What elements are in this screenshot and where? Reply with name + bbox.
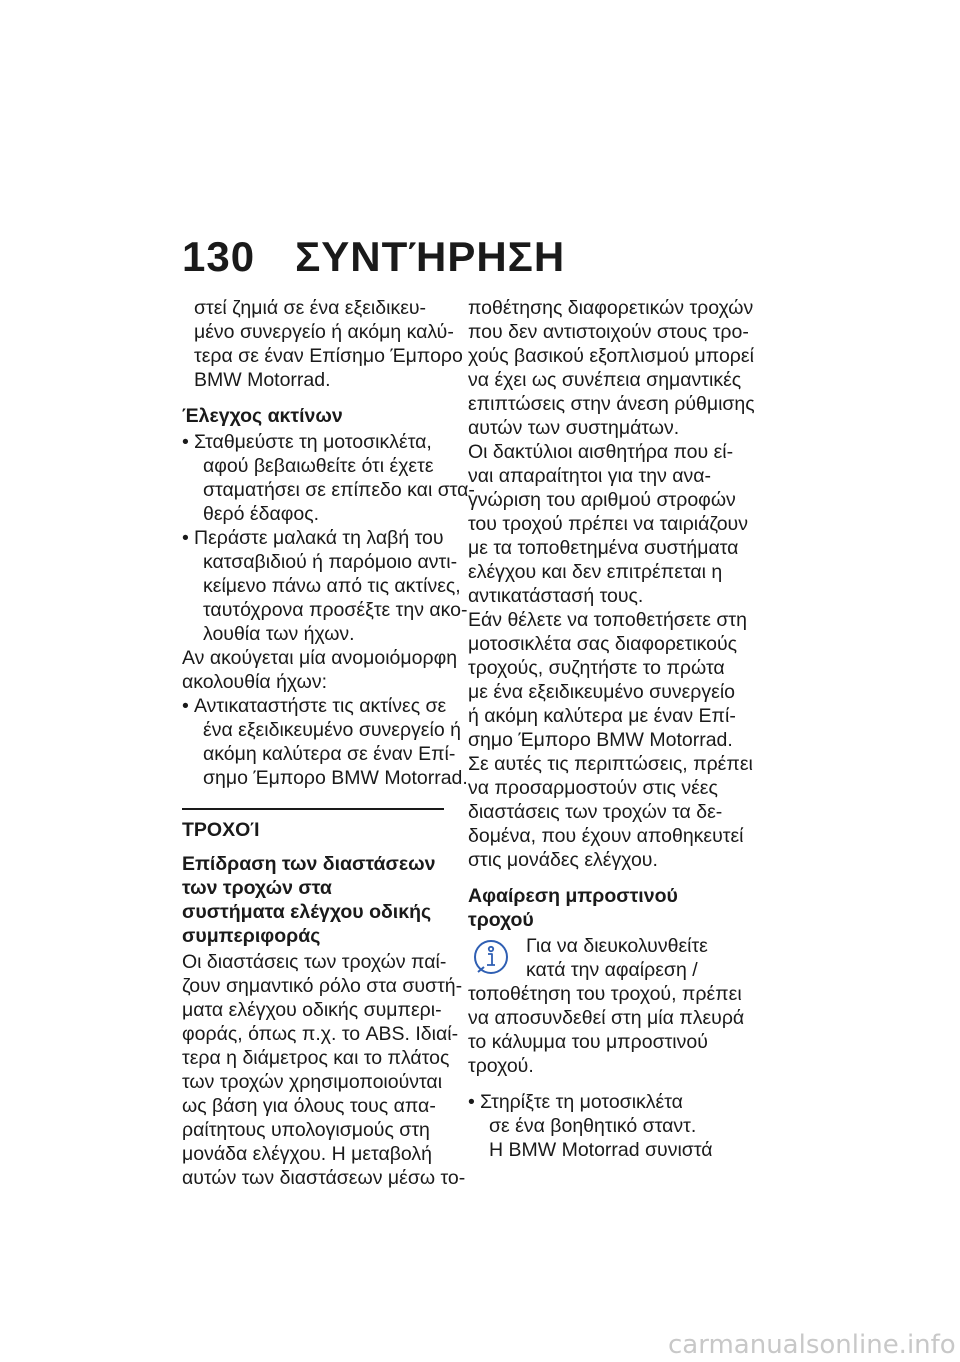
bullet-icon: •: [182, 695, 189, 717]
remove-wheel-heading: [468, 884, 740, 932]
text-line: αντικατάστασή τους.: [468, 585, 644, 607]
text-line: Σταθμεύστε τη μοτοσικλέτα,: [194, 431, 432, 453]
heading-line: Αφαίρεση μπροστινού: [468, 885, 678, 907]
text-line: αυτών των διαστάσεων μέσω το-: [182, 1167, 466, 1189]
text-line: Στηρίξτε τη μοτοσικλέτα: [480, 1091, 683, 1113]
text-line: τροχού.: [468, 1055, 534, 1077]
text-line: ελέγχου και δεν επιτρέπεται η: [468, 561, 723, 583]
bullet-item: [182, 526, 468, 646]
text-line: τερα η διάμετρος και το πλάτος: [182, 1047, 450, 1069]
text-line: τροχούς, συζητήστε το πρώτα: [468, 657, 725, 679]
text-line: επιπτώσεις στην άνεση ρύθμισης: [468, 393, 755, 415]
text-line: Αντικαταστήστε τις ακτίνες σε: [194, 695, 447, 717]
text-line: τοποθέτηση του τροχού, πρέπει: [468, 983, 742, 1005]
text-line: σταματήσει σε επίπεδο και στα-: [203, 479, 475, 501]
text-line: ματα ελέγχου οδικής συμπερι-: [182, 999, 442, 1021]
text-line: με ένα εξειδικευμένο συνεργείο: [468, 681, 736, 703]
text-line: ταυτόχρονα προσέξτε την ακο-: [203, 599, 468, 621]
text-line: Οι διαστάσεις των τροχών παί-: [182, 951, 447, 973]
text-line: τερα σε έναν Επίσημο Έμπορο: [194, 345, 463, 367]
text-line: ζουν σημαντικό ρόλο στα συστή-: [182, 975, 463, 997]
watermark: carmanualsonline.info: [668, 1330, 956, 1360]
text-line: να αποσυνδεθεί στη μία πλευρά: [468, 1007, 745, 1029]
text-line: ακόμη καλύτερα σε έναν Επί-: [203, 743, 456, 765]
text-line: μένο συνεργείο ή ακόμη καλύ-: [194, 321, 454, 343]
heading-line: των τροχών στα: [182, 877, 332, 899]
text-line: γνώριση του αριθμού στροφών: [468, 489, 736, 511]
bullet-icon: •: [182, 527, 189, 549]
intro-paragraph: [182, 296, 463, 392]
text-line: στεί ζημιά σε ένα εξειδικευ-: [194, 297, 427, 319]
text-line: θερό έδαφος.: [203, 503, 320, 525]
text-line: σε ένα βοηθητικό σταντ.: [489, 1115, 697, 1137]
text-line: χούς βασικού εξοπλισμού μπορεί: [468, 345, 754, 367]
text-line: Για να διευκολυνθείτε: [526, 935, 708, 957]
heading-line: συμπεριφοράς: [182, 925, 321, 947]
text-line: που δεν αντιστοιχούν στους τρο-: [468, 321, 749, 343]
section-title: ΤΡΟΧΟΊ: [182, 819, 260, 841]
page-header: [182, 233, 566, 280]
heading-line: τροχού: [468, 909, 534, 931]
text-line: σημο Έμπορο BMW Motorrad.: [468, 729, 733, 751]
text-line: ακολουθία ήχων:: [182, 671, 328, 693]
text-line: κατσαβιδιού ή παρόμοιο αντι-: [203, 551, 458, 573]
paragraph: [182, 646, 458, 694]
text-line: με τα τοποθετημένα συστήματα: [468, 537, 739, 559]
text-line: ραίτητους υπολογισμούς στη: [182, 1119, 430, 1141]
paragraph: [468, 608, 747, 752]
text-line: του τροχού πρέπει να ταιριάζουν: [468, 513, 748, 535]
bullet-item: [468, 1090, 740, 1162]
bullet-item: [182, 430, 475, 526]
paragraph: [468, 296, 755, 440]
bullet-item: [182, 694, 468, 790]
paragraph: [468, 440, 748, 608]
text-line: ναι απαραίτητοι για την ανα-: [468, 465, 712, 487]
chapter-title: ΣΥΝΤΉΡΗΣΗ: [295, 233, 566, 280]
text-line: στις μονάδες ελέγχου.: [468, 849, 658, 871]
page-number: 130: [182, 233, 256, 280]
text-line: φοράς, όπως π.χ. το ABS. Ιδιαί-: [182, 1023, 459, 1045]
text-line: διαστάσεις των τροχών τα δε-: [468, 801, 723, 823]
text-line: λουθία των ήχων.: [203, 623, 355, 645]
text-line: BMW Motorrad.: [194, 369, 331, 391]
text-line: Σε αυτές τις περιπτώσεις, πρέπει: [468, 753, 753, 775]
text-line: ποθέτησης διαφορετικών τροχών: [468, 297, 754, 319]
text-line: το κάλυμμα του μπροστινού: [468, 1031, 708, 1053]
text-line: μοτοσικλέτα σας διαφορετικούς: [468, 633, 738, 655]
section-divider: [182, 808, 444, 842]
text-line: αυτών των συστημάτων.: [468, 417, 680, 439]
paragraph: [468, 752, 753, 872]
text-line: να έχει ως συνέπεια σημαντικές: [468, 369, 742, 391]
text-line: Περάστε μαλακά τη λαβή του: [194, 527, 444, 549]
text-line: Οι δακτύλιοι αισθητήρα που εί-: [468, 441, 734, 463]
text-line: σημο Έμπορο BMW Motorrad.: [203, 767, 468, 789]
text-line: ως βάση για όλους τους απα-: [182, 1095, 436, 1117]
bullet-icon: •: [182, 431, 189, 453]
influence-paragraph: [182, 950, 466, 1190]
text-line: κείμενο πάνω από τις ακτίνες,: [203, 575, 461, 597]
text-line: αφού βεβαιωθείτε ότι έχετε: [203, 455, 434, 477]
text-line: Εάν θέλετε να τοποθετήσετε στη: [468, 609, 747, 631]
text-line: Αν ακούγεται μία ανομοιόμορφη: [182, 647, 458, 669]
influence-heading: [182, 852, 444, 948]
text-line: δομένα, που έχουν αποθηκευτεί: [468, 825, 744, 847]
text-line: Η BMW Motorrad συνιστά: [489, 1139, 713, 1161]
heading-line: Επίδραση των διαστάσεων: [182, 853, 436, 875]
text-line: ή ακόμη καλύτερα με έναν Επί-: [468, 705, 736, 727]
text-line: ένα εξειδικευμένο συνεργείο ή: [203, 719, 461, 741]
right-column: [468, 296, 755, 1162]
info-note: [468, 934, 745, 1078]
info-icon: [472, 938, 510, 976]
bullet-icon: •: [468, 1091, 475, 1113]
heading-line: συστήματα ελέγχου οδικής: [182, 901, 432, 923]
text-line: μονάδα ελέγχου. Η μεταβολή: [182, 1143, 433, 1165]
text-line: των τροχών χρησιμοποιούνται: [182, 1071, 443, 1093]
text-line: να προσαρμοστούν στις νέες: [468, 777, 718, 799]
left-column: [182, 296, 475, 1190]
text-line: κατά την αφαίρεση /: [526, 959, 698, 981]
spokes-heading: Έλεγχος ακτίνων: [182, 405, 343, 427]
